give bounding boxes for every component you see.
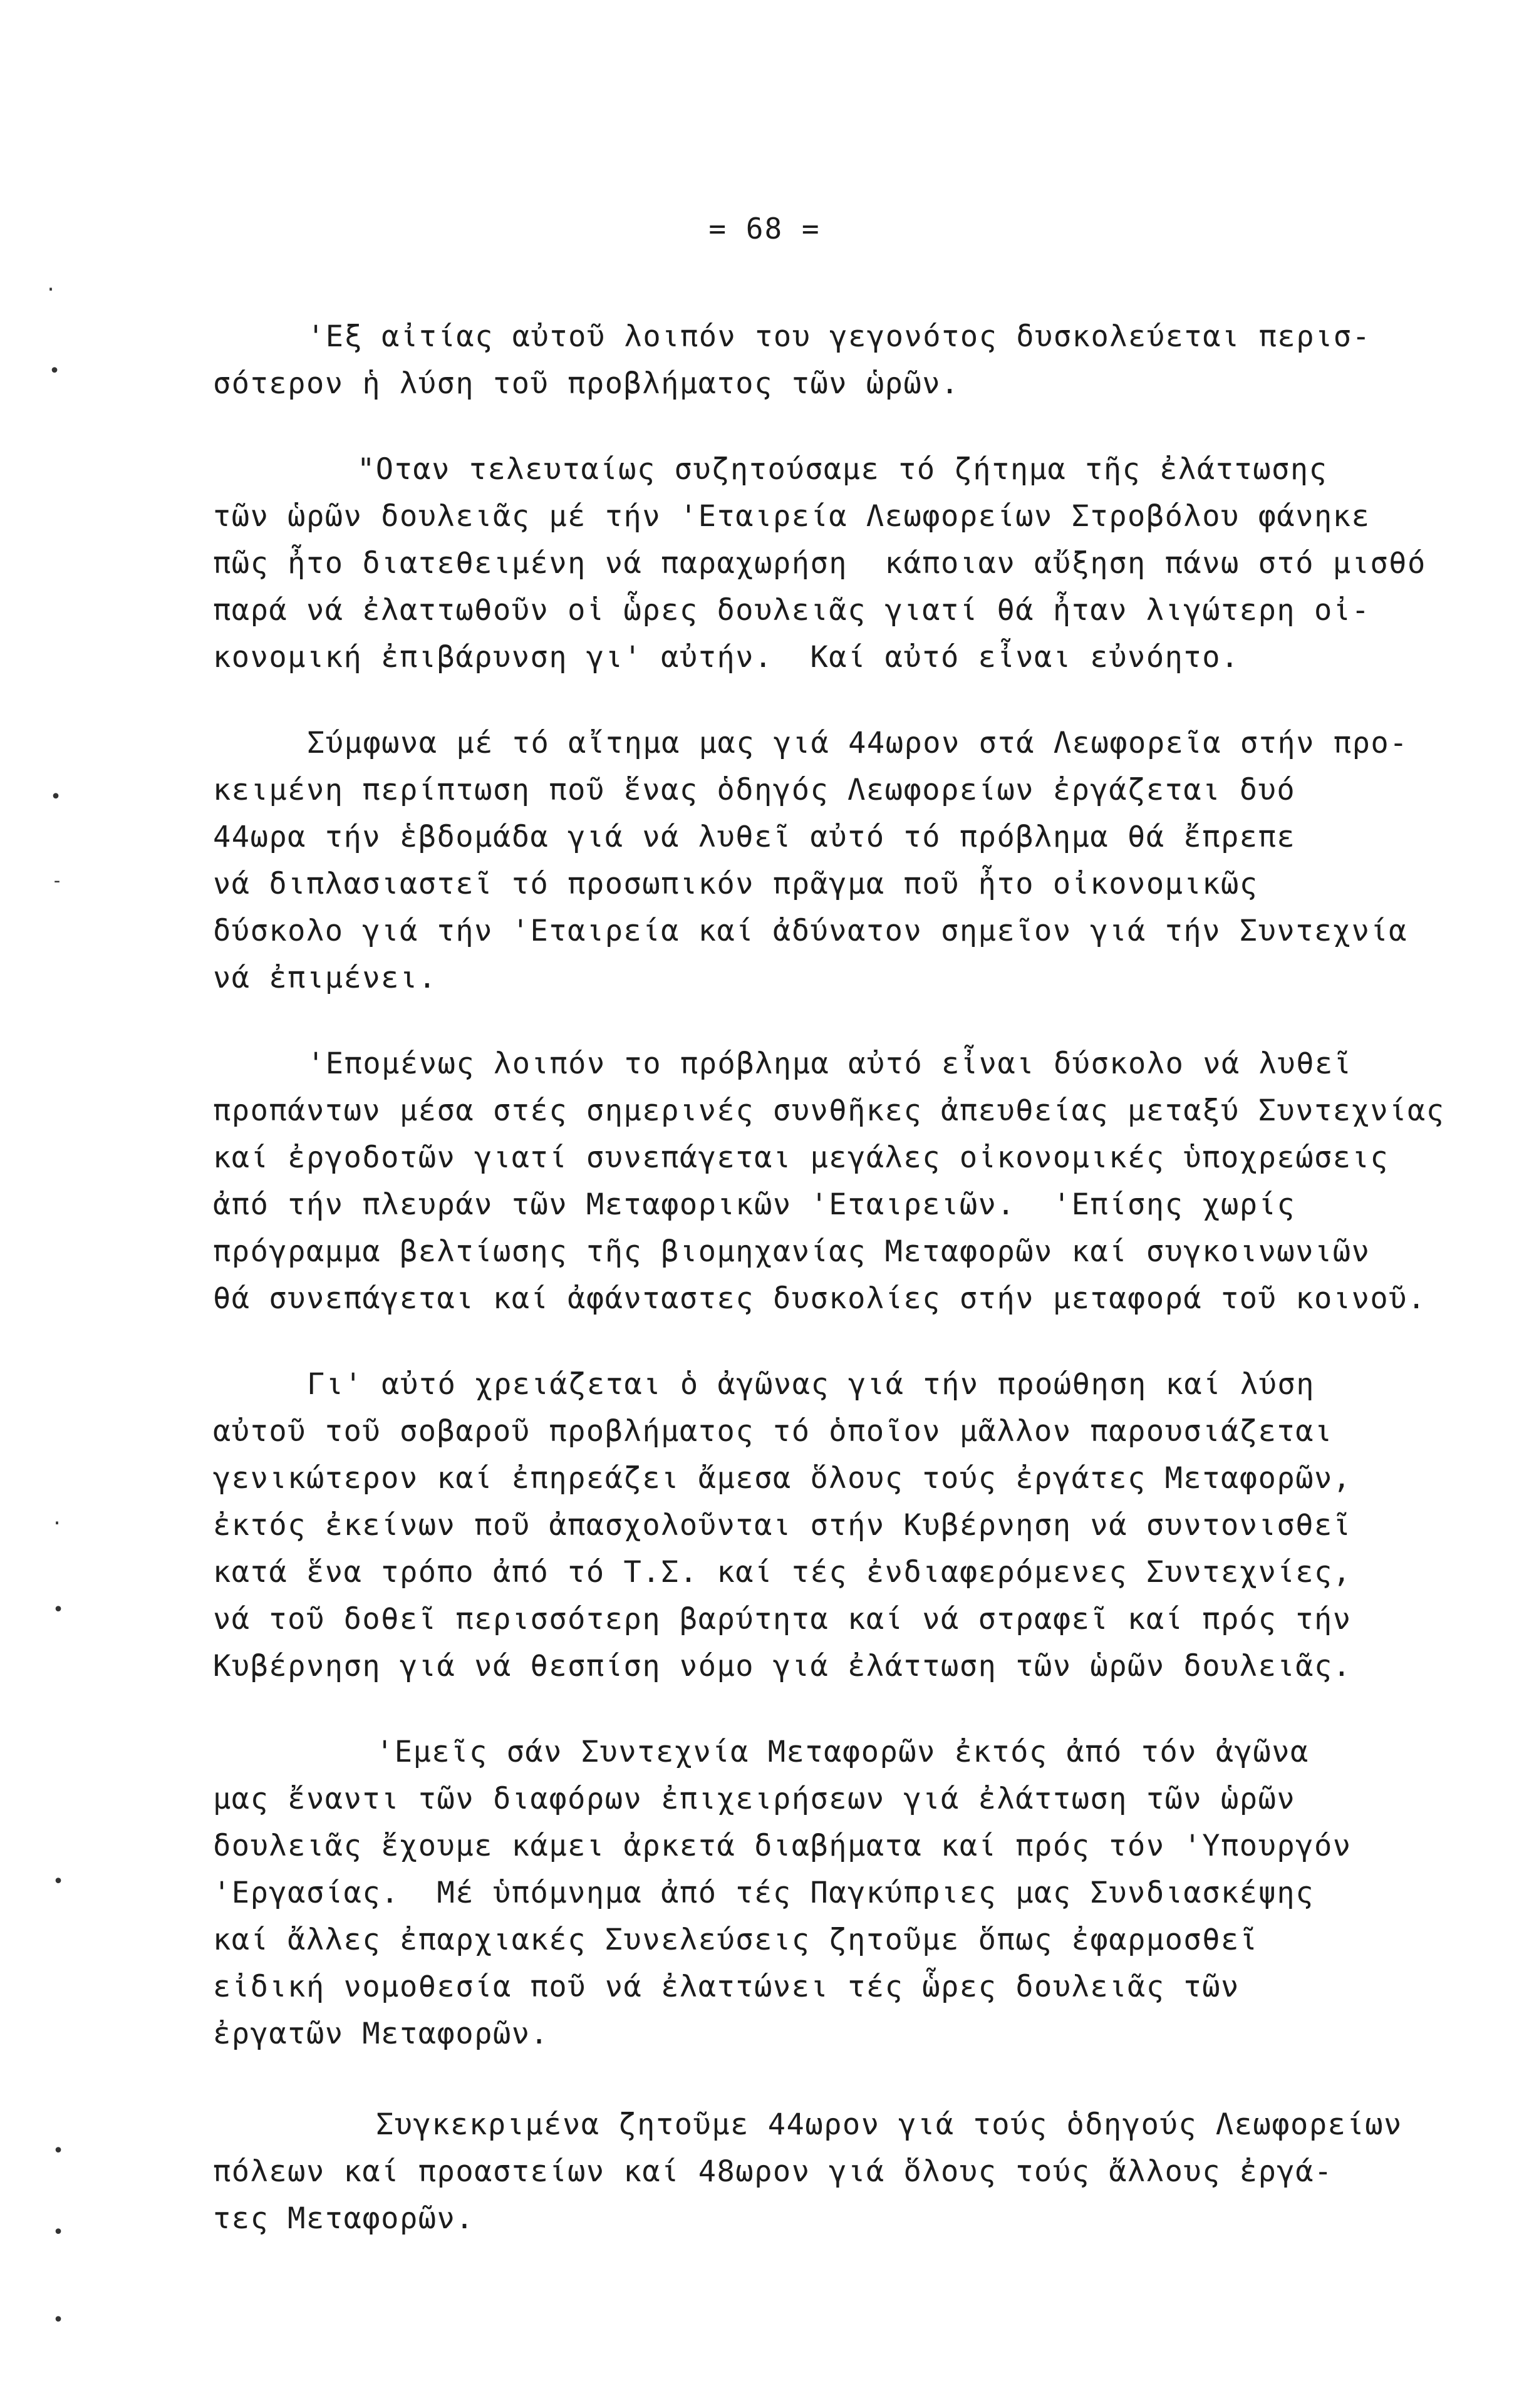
paragraph [213, 1361, 1491, 1690]
text-line: 'Εμεῖς σάν Συντεχνία Μεταφορῶν ἐκτός ἀπό τόν ἀγῶνα [376, 1735, 1309, 1769]
text-line: σότερον ἡ λύση τοῦ προβλήματος τῶν ὡρῶν. [213, 366, 960, 401]
paragraph [213, 1728, 1491, 2057]
margin-mark: . [51, 1507, 63, 1529]
text-line: δύσκολο γιά τήν 'Εταιρεία καί ἀδύνατον σημεῖον γιά τήν Συντεχνία [213, 914, 1407, 948]
text-line: νά τοῦ δοθεῖ περισσότερη βαρύτητα καί νά στραφεῖ καί πρός τήν [213, 1602, 1352, 1636]
text-line: μας ἔναντι τῶν διαφόρων ἐπιχειρήσεων γιά ἐλάττωση τῶν ὡρῶν [213, 1782, 1296, 1816]
text-line: τῶν ὡρῶν δουλειᾶς μέ τήν 'Εταιρεία Λεωφορείων Στροβόλου φάνηκε [213, 499, 1371, 534]
document-body [213, 313, 1491, 2242]
text-line: κειμένη περίπτωση ποῦ ἕνας ὁδηγός Λεωφορείων ἐργάζεται δυό [213, 773, 1296, 807]
text-line: 44ωρα τήν ἑβδομάδα γιά νά λυθεῖ αὐτό τό πρόβλημα θά ἔπρεπε [213, 820, 1296, 854]
text-line: κατά ἕνα τρόπο ἀπό τό Τ.Σ. καί τές ἐνδιαφερόμενες Συντεχνίες, [213, 1555, 1352, 1589]
text-line: παρά νά ἐλαττωθοῦν οἱ ὧρες δουλειᾶς γιατί θά ἦταν λιγώτερη οἰ- [213, 593, 1371, 628]
text-line: γενικώτερον καί ἐπηρεάζει ἄμεσα ὅλους τούς ἐργάτες Μεταφορῶν, [213, 1461, 1352, 1496]
text-line: αὐτοῦ τοῦ σοβαροῦ προβλήματος τό ὁποῖον μᾶλλον παρουσιάζεται [213, 1414, 1333, 1449]
paragraph [213, 446, 1491, 681]
margin-mark: • [53, 1599, 65, 1621]
margin-mark: • [53, 2309, 65, 2331]
text-line: Γι' αὐτό χρειάζεται ὁ ἀγῶνας γιά τήν προώθηση καί λύση [307, 1367, 1315, 1402]
page-number: = 68 = [708, 212, 821, 245]
text-line: 'Εργασίας. Μέ ὑπόμνημα ἀπό τές Παγκύπριες μας Συνδιασκέψης [213, 1876, 1314, 1910]
paragraph [213, 313, 1491, 407]
text-line: Κυβέρνηση γιά νά θεσπίση νόμο γιά ἐλάττωση τῶν ὡρῶν δουλειᾶς. [213, 1649, 1352, 1683]
text-line: δουλειᾶς ἔχουμε κάμει ἀρκετά διαβήματα καί πρός τόν 'Υπουργόν [213, 1829, 1352, 1863]
text-line: πόλεων καί προαστείων καί 48ωρον γιά ὅλους τούς ἄλλους ἐργά- [213, 2154, 1333, 2189]
text-line: 'Επομένως λοιπόν το πρόβλημα αὐτό εἶναι δύσκολο νά λυθεῖ [307, 1046, 1352, 1081]
text-line: ἐκτός ἐκείνων ποῦ ἀπασχολοῦνται στήν Κυβέρνηση νά συντονισθεῖ [213, 1508, 1352, 1542]
text-line: πρόγραμμα βελτίωσης τῆς βιομηχανίας Μεταφορῶν καί συγκοινωνιῶν [213, 1234, 1371, 1269]
text-line: καί ἄλλες ἐπαρχιακές Συνελεύσεις ζητοῦμε ὅπως ἐφαρμοσθεῖ [213, 1923, 1258, 1957]
text-line: εἰδική νομοθεσία ποῦ νά ἐλαττώνει τές ὧρες δουλειᾶς τῶν [213, 1970, 1240, 2004]
text-line: τες Μεταφορῶν. [213, 2201, 475, 2236]
text-line: ἀπό τήν πλευράν τῶν Μεταφορικῶν 'Εταιρειῶν. 'Επίσης χωρίς [213, 1187, 1296, 1222]
text-line: 'Εξ αἰτίας αὐτοῦ λοιπόν του γεγονότος δυσκολεύεται περισ- [307, 319, 1371, 354]
text-line: Συγκεκριμένα ζητοῦμε 44ωρον γιά τούς ὁδηγούς Λεωφορείων [376, 2107, 1402, 2142]
paragraph [213, 2101, 1491, 2242]
margin-mark: • [50, 786, 62, 808]
text-line: Σύμφωνα μέ τό αἴτημα μας γιά 44ωρον στά Λεωφορεῖα στήν προ- [307, 726, 1408, 760]
text-line: νά ἐπιμένει. [213, 961, 437, 995]
margin-mark: • [53, 2140, 65, 2162]
paragraph [213, 1040, 1491, 1322]
text-line: νά διπλασιαστεῖ τό προσωπικόν πρᾶγμα ποῦ ἦτο οἰκονομικῶς [213, 867, 1258, 901]
paragraph [213, 720, 1491, 1001]
margin-mark: - [51, 870, 63, 892]
text-line: "Οταν τελευταίως συζητούσαμε τό ζήτημα τῆς ἐλάττωσης [357, 452, 1328, 487]
text-line: καί ἐργοδοτῶν γιατί συνεπάγεται μεγάλες οἰκονομικές ὑποχρεώσεις [213, 1140, 1389, 1175]
text-line: ἐργατῶν Μεταφορῶν. [213, 2017, 549, 2051]
text-line: προπάντων μέσα στές σημερινές συνθῆκες ἀπευθείας μεταξύ Συντεχνίας [213, 1093, 1445, 1128]
text-line: κονομική ἐπιβάρυνση γι' αὐτήν. Καί αὐτό εἶναι εὐνόητο. [213, 640, 1240, 674]
margin-mark: • [53, 2221, 65, 2243]
margin-mark: . [45, 274, 57, 296]
text-line: πῶς ἦτο διατεθειμένη νά παραχωρήση κάποιαν αὔξηση πάνω στό μισθό [213, 546, 1426, 581]
text-line: θά συνεπάγεται καί ἀφάνταστες δυσκολίες στήν μεταφορά τοῦ κοινοῦ. [213, 1281, 1426, 1316]
margin-mark: • [53, 1871, 65, 1893]
margin-mark: • [49, 360, 61, 382]
